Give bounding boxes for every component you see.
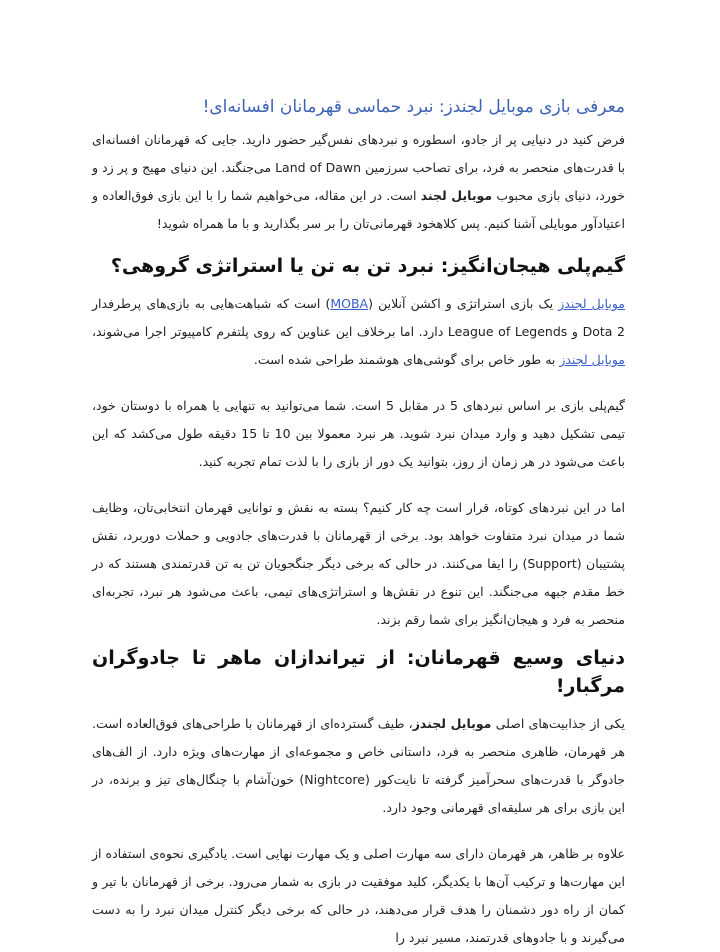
gameplay-text-4: دارد. اما برخلاف این عناوین که روی پلتفرم کامپیوتر اجرا می‌شوند، [92, 324, 448, 339]
section-heading-heroes: دنیای وسیع قهرمانان: از تیراندازان ماهر تا جادوگران مرگبار! [92, 647, 625, 697]
land-of-dawn-term: Land of Dawn [275, 160, 362, 175]
intro-bold-game-name: موبایل لجند [420, 188, 493, 203]
mobile-legends-link[interactable]: موبایل لجندز [558, 296, 625, 311]
dota-term: Dota 2 [582, 324, 625, 339]
heroes-text-1: یکی از جذابیت‌های اصلی [491, 716, 625, 731]
gameplay-paragraph-1 [92, 290, 625, 374]
article-title: معرفی بازی موبایل لجندز: نبرد حماسی قهرمانان افسانه‌ای! [202, 97, 625, 117]
gameplay-paragraph-3: اما در این نبردهای کوتاه، قرار است چه کار کنیم؟ بسته به نقش و توانایی قهرمان انتخابی‌تان، وظایف شما در میدان نبرد متفاوت خواهد بود. برخی از قهرمانان با قدرت‌های جادویی و حملات دوربرد، نقش پشتیبان (Support) را ایفا می‌کنند. در حالی که برخی دیگر جنگجویان تن به تن قدرتمندی هستند که در خط مقدم جبهه می‌جنگند. این تنوع در نقش‌ها و استراتژی‌های تیمی، باعث می‌شود هر نبرد، تجربه‌ای منحصر به فرد و هیجان‌انگیز برای شما رقم بزند. [92, 500, 625, 627]
gameplay-text-2: ) است که شباهت‌هایی به بازی‌های پرطرفدار [92, 296, 331, 311]
heroes-text-2: ، طیف گسترده‌ای از قهرمانان با طراحی‌های فوق‌العاده است. هر قهرمان، ظاهری منحصر به فرد، داستانی خاص و مجموعه‌ای از مهارت‌های ویژه دارد. از الف‌های جادوگر با قدرت‌های سحرآمیز گرفته تا نایت‌کور (Nightcore) خون‌آشام با چنگال‌های تیز و برنده، در این بازی برای هر سلیقه‌ای قهرمانی وجود دارد. [92, 716, 625, 815]
heroes-paragraph-1 [92, 710, 625, 822]
heroes-bold-game-name: موبایل لجندز [412, 716, 492, 731]
moba-link[interactable]: MOBA [330, 296, 369, 311]
heroes-paragraph-2: علاوه بر ظاهر، هر قهرمان دارای سه مهارت اصلی و یک مهارت نهایی است. یادگیری نحوه‌ی استفاده از این مهارت‌ها و ترکیب آن‌ها با یکدیگر، کلید موفقیت در بازی به شمار می‌رود. برخی از قهرمانان با تیر و کمان از راه دور دشمنان را هدف قرار می‌دهند، در حالی که برخی دیگر کنترل میدان نبرد را به دست می‌گیرند و با جادوهای قدرتمند، مسیر نبرد را [92, 846, 625, 945]
intro-text-1: فرض کنید در دنیایی پر از جادو، اسطوره و نبردهای نفس‌گیر حضور دارید. جایی که قهرمانان افسانه‌ای با قدرت‌های منحصر به فرد، برای تصاحب سرزمین [92, 132, 625, 175]
mobile-legends-link-2[interactable]: موبایل لجندز [559, 352, 625, 367]
lol-term: League of Legends [447, 324, 568, 339]
article-body [92, 96, 625, 952]
intro-text-3: است. در این مقاله، می‌خواهیم شما را با این بازی فوق‌العاده و اعتیادآور موبایلی آشنا کنیم. پس کلاهخود قهرمانی‌تان را بر سر بگذارید و با ما همراه شوید! [92, 188, 625, 231]
gameplay-paragraph-2: گیم‌پلی بازی بر اساس نبردهای 5 در مقابل 5 است. شما می‌توانید به تنهایی یا همراه با دوستان خود، تیمی تشکیل دهید و وارد میدان نبرد شوید. هر نبرد معمولا بین 10 تا 15 دقیقه طول می‌کشد که این باعث می‌شود در هر زمان از روز، بتوانید یک دور از بازی را با لذت تمام تجربه کنید. [92, 398, 626, 469]
gameplay-text-5: به طور خاص برای گوشی‌های هوشمند طراحی شده است. [253, 352, 560, 367]
intro-paragraph [92, 126, 625, 238]
section-heading-gameplay: گیم‌پلی هیجان‌انگیز: نبرد تن به تن یا استراتژی گروهی؟ [110, 255, 625, 277]
gameplay-text-1: یک بازی استراتژی و اکشن آنلاین ( [368, 296, 559, 311]
gameplay-text-3: و [567, 324, 583, 339]
intro-text-2: می‌جنگند. این دنیای مهیج و پر زد و خورد، دنیای بازی محبوب [92, 160, 625, 203]
